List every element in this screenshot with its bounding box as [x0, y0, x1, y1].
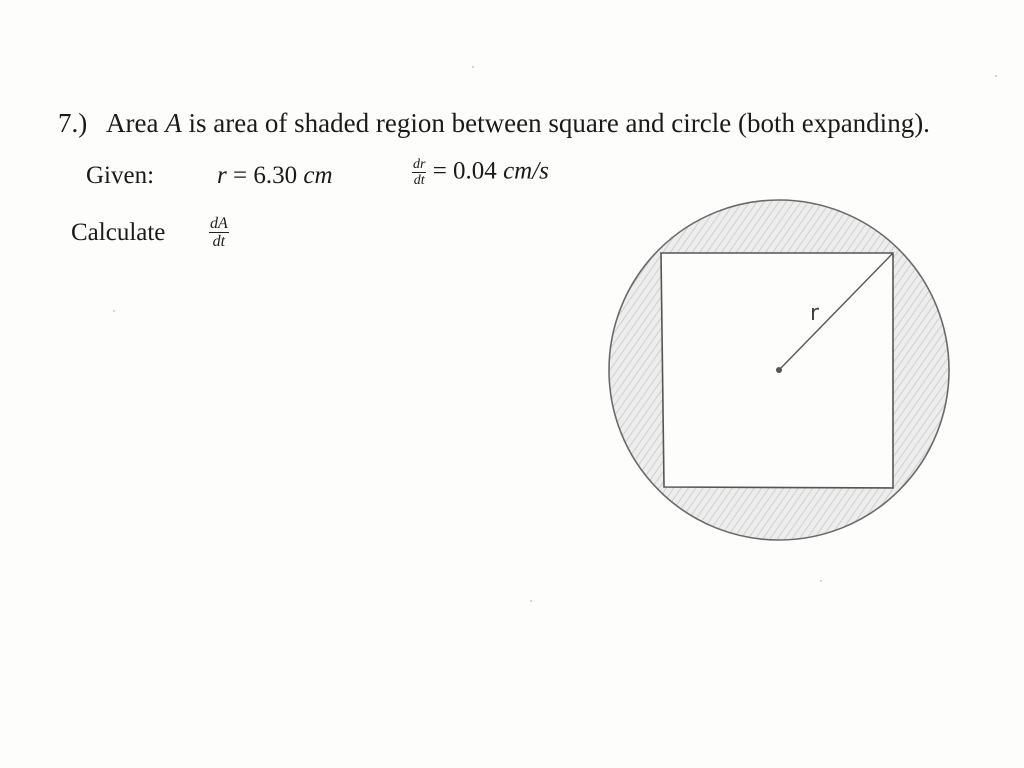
radius-unit: cm [303, 162, 333, 189]
problem-number: 7.) [58, 108, 88, 138]
calculate-fraction-wrap [209, 216, 229, 250]
statement-suffix: is area of shaded region between square and circle (both expanding). [188, 108, 930, 138]
dA-denominator: dt [212, 233, 226, 250]
circle-square-diagram [600, 195, 950, 545]
calculate-label: Calculate [71, 219, 166, 246]
paper-speck [113, 310, 115, 312]
dA-dt-fraction [209, 216, 229, 250]
center-point [776, 367, 782, 373]
problem-statement [58, 110, 930, 137]
dA-numerator: dA [210, 215, 228, 232]
given-label: Given: [86, 162, 155, 189]
radius-symbol: r [217, 162, 227, 189]
area-variable: A [165, 108, 182, 138]
given-rate [412, 158, 549, 188]
dr-dt-fraction [412, 158, 426, 188]
given-radius [217, 163, 333, 188]
paper-speck [820, 580, 822, 582]
rate-value: = 0.04 [432, 157, 497, 185]
paper-speck [995, 75, 997, 77]
rate-unit: cm/s [503, 157, 549, 185]
paper-speck [530, 600, 532, 602]
dr-numerator: dr [413, 157, 426, 172]
dt-denominator: dt [413, 173, 425, 188]
radius-label: r [810, 301, 820, 326]
paper-speck [472, 66, 474, 68]
statement-prefix: Area [106, 108, 159, 138]
radius-value: = 6.30 [232, 162, 298, 189]
